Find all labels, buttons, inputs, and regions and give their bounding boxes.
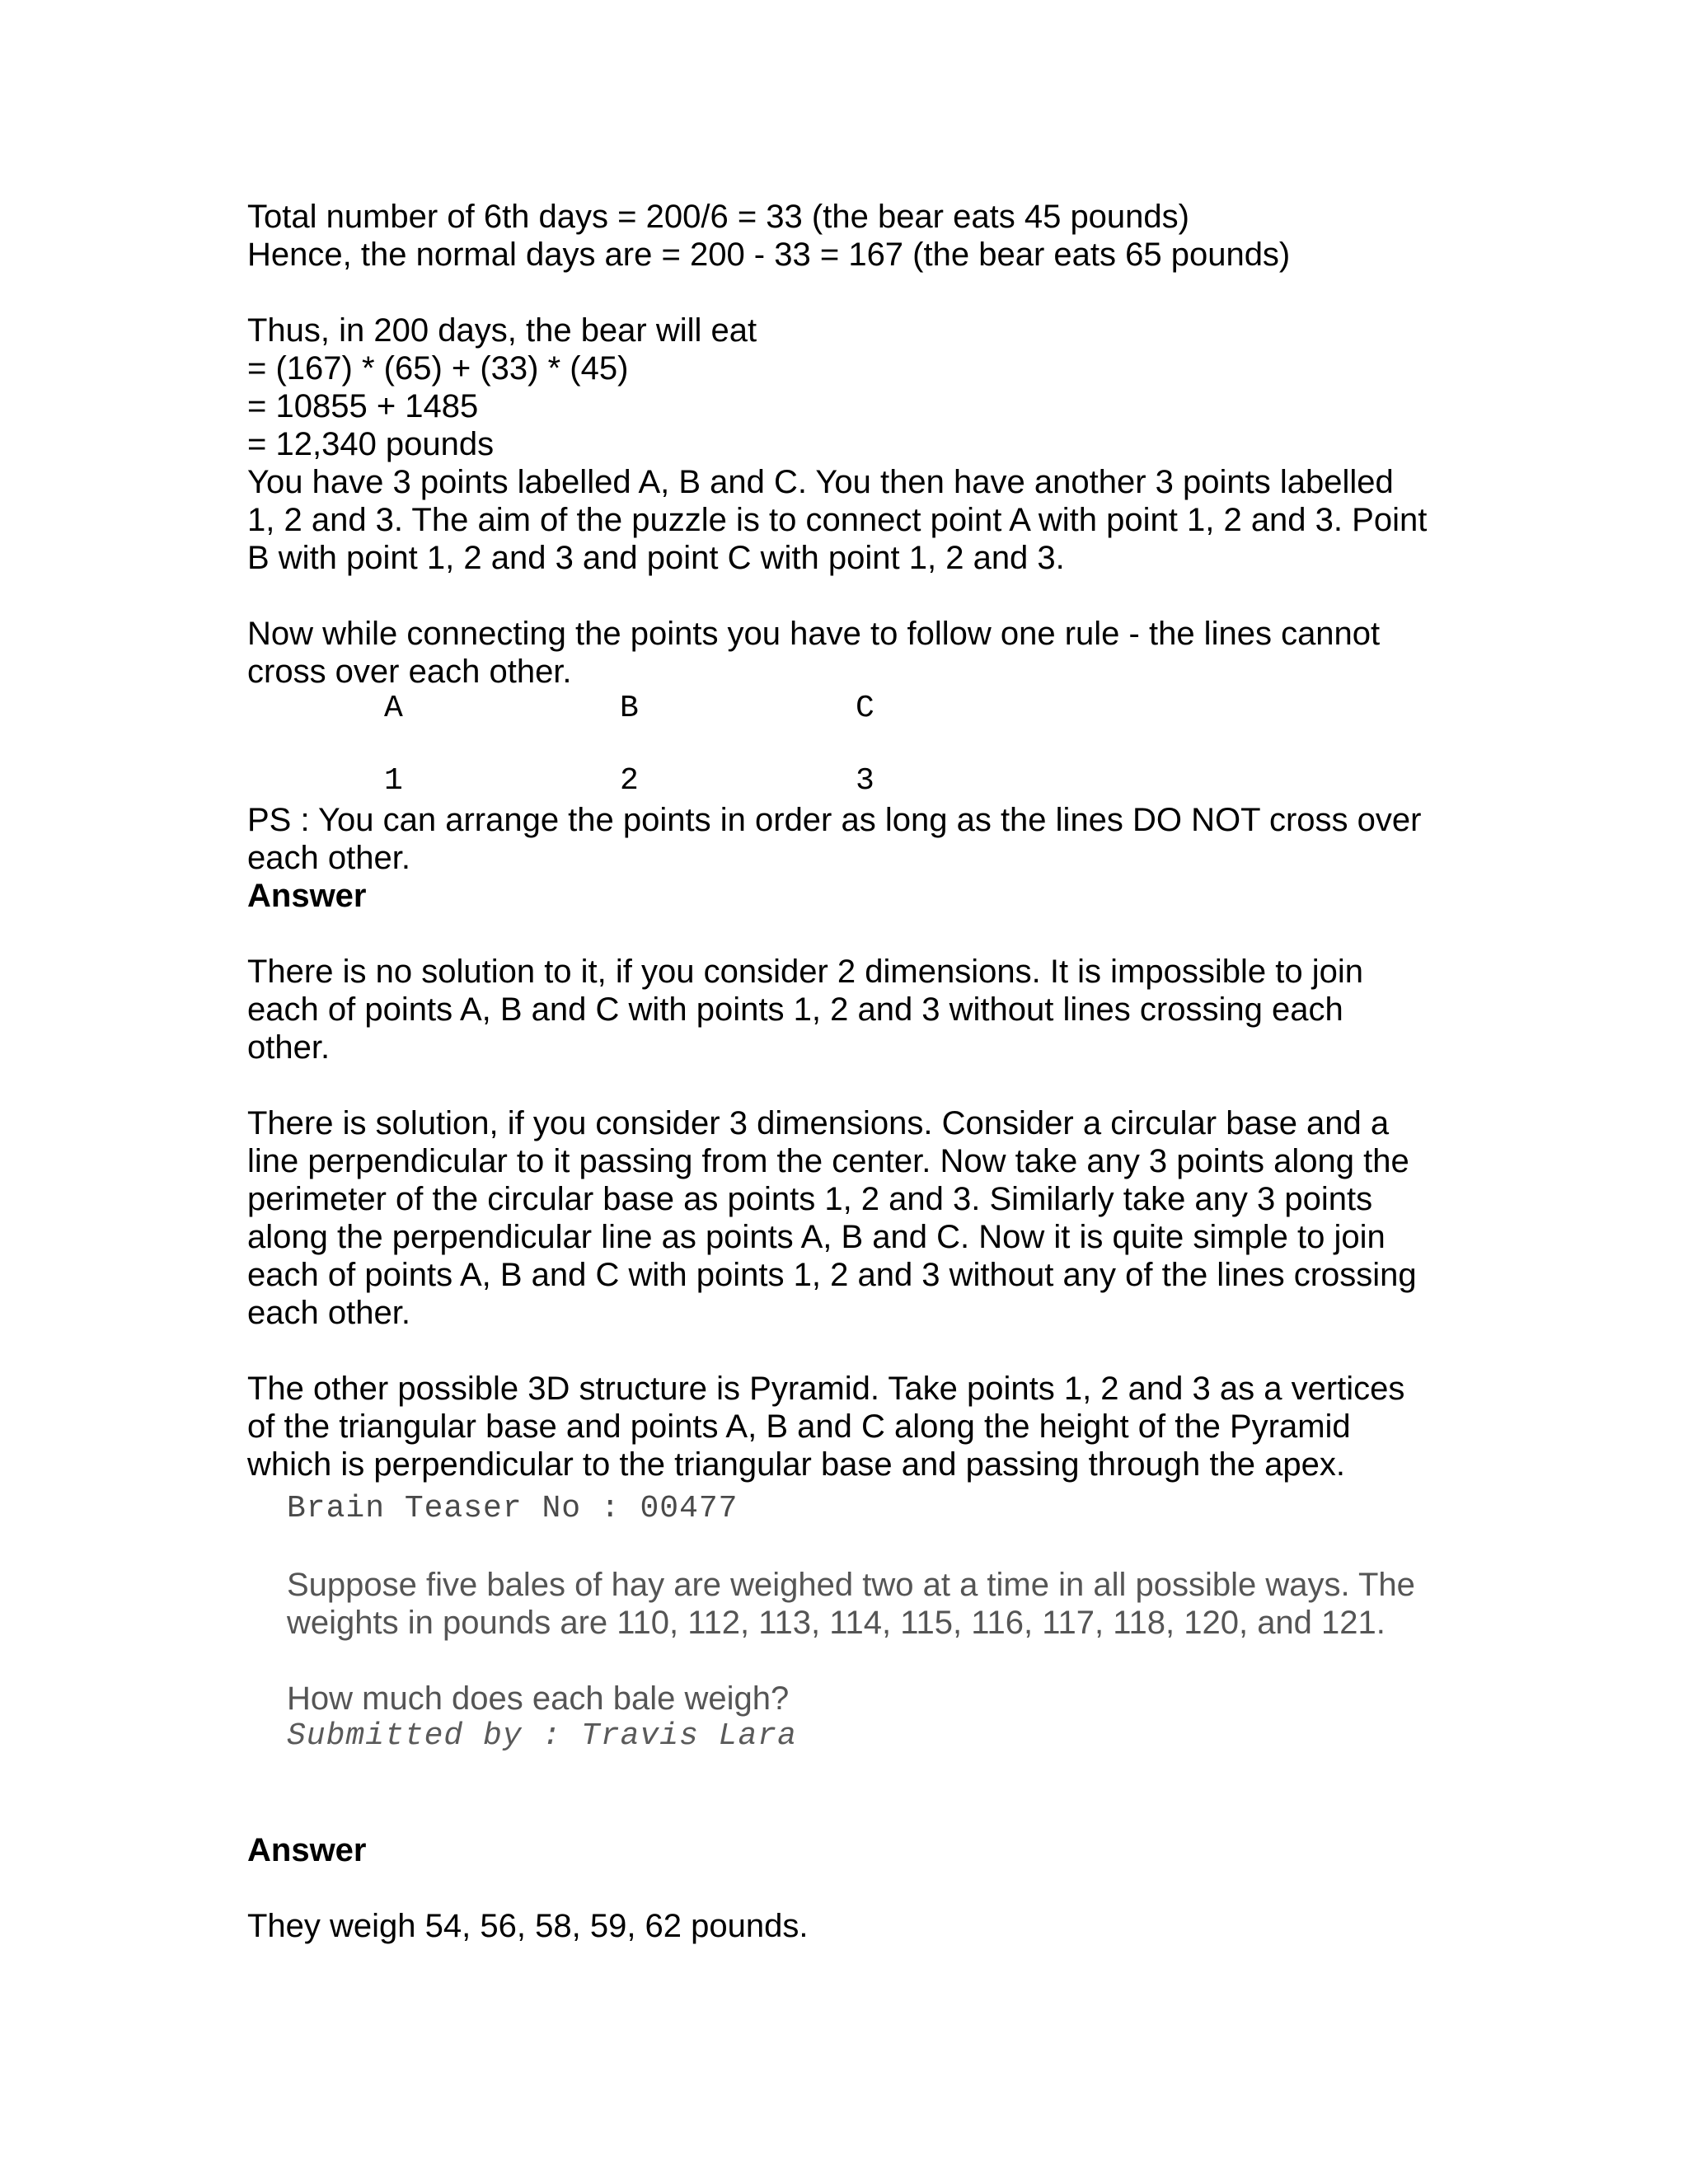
bear-calc-line-5: = 10855 + 1485 [247,388,479,424]
spacer [247,1869,1467,1907]
answer-text: each of points A, B and C with points 1, 2 and 3 without lines crossing each [247,991,1343,1028]
puzzle-text: 1, 2 and 3. The aim of the puzzle is to connect point A with point 1, 2 and 3. Point [247,502,1428,538]
puzzle-text: You have 3 points labelled A, B and C. You then have another 3 points labelled [247,464,1394,500]
spacer [287,1528,1467,1566]
puzzle-rule-text: cross over each other. [247,654,572,690]
document-content [247,198,1467,1945]
spacer [247,1793,1467,1831]
spacer [247,1066,1467,1104]
answer-heading: Answer [247,878,367,914]
teaser-submitted-by: Submitted by : Travis Lara [287,1718,797,1754]
answer-text: other. [247,1029,331,1066]
teaser-question: weights in pounds are 110, 112, 113, 114, 115, 116, 117, 118, 120, and 121. [287,1605,1386,1641]
spacer [247,1755,1467,1793]
point-label-3: 3 [856,763,874,799]
point-label-1: 1 [384,763,403,799]
answer-text: They weigh 54, 56, 58, 59, 62 pounds. [247,1908,809,1944]
puzzle-ps-text: each other. [247,840,410,876]
answer-text: There is solution, if you consider 3 dimensions. Consider a circular base and a [247,1105,1390,1141]
teaser-number: Brain Teaser No : 00477 [287,1491,738,1526]
answer-text: along the perpendicular line as points A, B and C. Now it is quite simple to join [247,1219,1386,1255]
spacer [247,1332,1467,1370]
answer-text: each of points A, B and C with points 1, 2 and 3 without any of the lines crossing [247,1257,1417,1293]
answer-text: There is no solution to it, if you consider 2 dimensions. It is impossible to join [247,954,1363,990]
teaser-question: How much does each bale weigh? [287,1680,790,1717]
bear-calc-line-6: = 12,340 pounds [247,426,495,462]
point-label-b: B [620,691,639,726]
puzzle-ps-text: PS : You can arrange the points in order as long as the lines DO NOT cross over [247,802,1422,838]
point-label-a: A [384,691,403,726]
answer-heading: Answer [247,1832,367,1868]
spacer [287,1642,1467,1680]
bear-calc-line-1: Total number of 6th days = 200/6 = 33 (the bear eats 45 pounds) [247,199,1189,235]
teaser-question: Suppose five bales of hay are weighed two at a time in all possible ways. The [287,1567,1415,1603]
spacer [247,577,1467,615]
points-diagram [247,691,1467,799]
answer-text: each other. [247,1295,410,1331]
puzzle-text: B with point 1, 2 and 3 and point C with point 1, 2 and 3. [247,540,1065,576]
answer-text: perimeter of the circular base as points 1, 2 and 3. Similarly take any 3 points [247,1181,1373,1217]
bear-calc-line-2: Hence, the normal days are = 200 - 33 = 167 (the bear eats 65 pounds) [247,237,1291,273]
bear-calc-line-3: Thus, in 200 days, the bear will eat [247,312,757,349]
bear-calc-line-4: = (167) * (65) + (33) * (45) [247,350,629,387]
answer-text: The other possible 3D structure is Pyramid. Take points 1, 2 and 3 as a vertices [247,1371,1405,1407]
answer-text: of the triangular base and points A, B and C along the height of the Pyramid [247,1408,1351,1445]
point-label-2: 2 [620,763,639,799]
answer-text: line perpendicular to it passing from the center. Now take any 3 points along the [247,1143,1409,1179]
puzzle-rule-text: Now while connecting the points you have to follow one rule - the lines cannot [247,616,1381,652]
spacer [247,915,1467,953]
spacer [247,274,1467,312]
brain-teaser-block [247,1490,1467,1755]
answer-text: which is perpendicular to the triangular base and passing through the apex. [247,1446,1345,1483]
point-label-c: C [856,691,874,726]
